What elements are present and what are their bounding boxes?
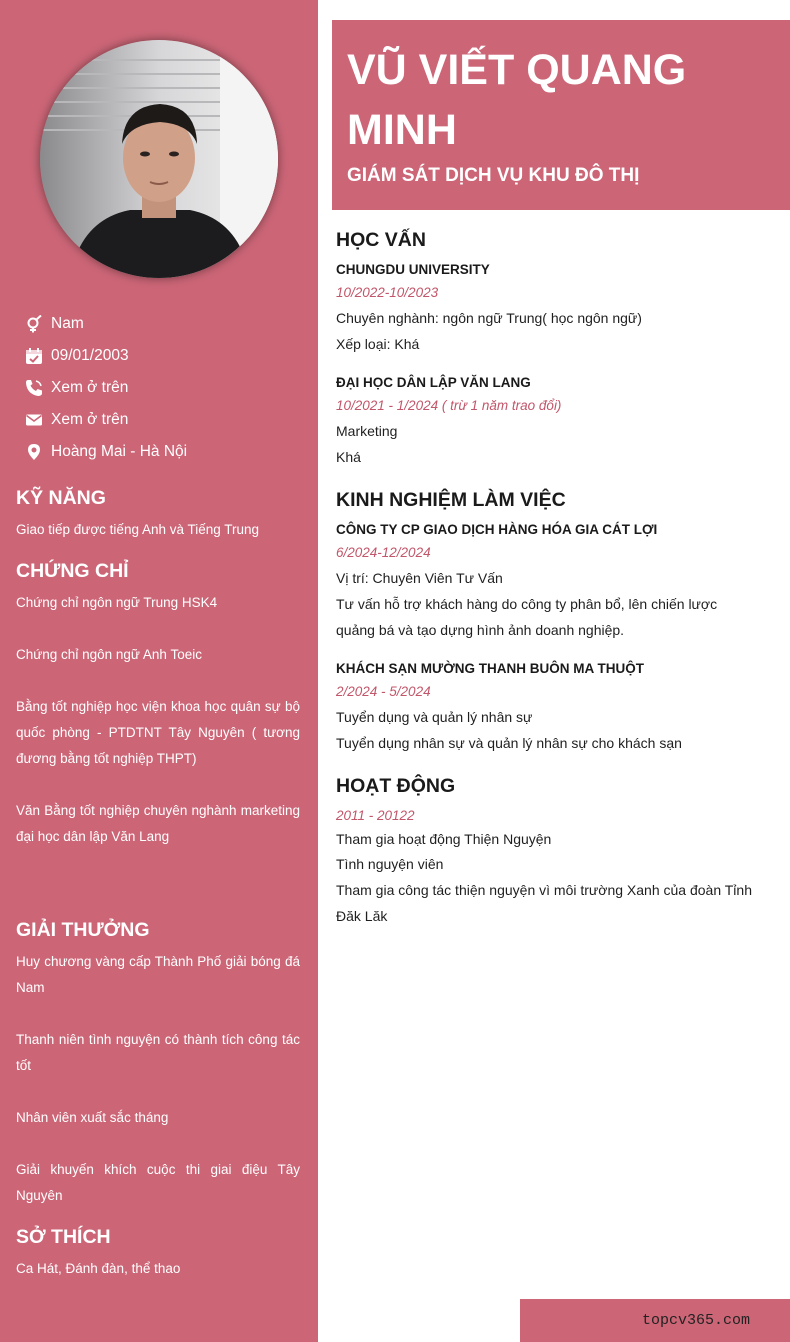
- hobbies-heading: SỞ THÍCH: [16, 1226, 111, 1248]
- address-value: Hoàng Mai - Hà Nội: [51, 443, 188, 460]
- hobby-item: Ca Hát, Đánh đàn, thể thao: [16, 1261, 181, 1276]
- birthday-value: 09/01/2003: [51, 347, 129, 364]
- contact-info: [24, 308, 304, 468]
- phone-icon: [24, 378, 44, 398]
- watermark-banner: [520, 1299, 790, 1342]
- education-detail: Khá: [336, 449, 361, 465]
- activity-detail: Tham gia hoạt động Thiện Nguyện: [336, 831, 552, 847]
- school-name: CHUNGDU UNIVERSITY: [336, 262, 490, 277]
- contact-email: [24, 404, 304, 436]
- map-pin-icon: [24, 442, 44, 462]
- name-header: [332, 20, 790, 210]
- job-title: GIÁM SÁT DỊCH VỤ KHU ĐÔ THỊ: [347, 165, 640, 186]
- award-item: Thanh niên tình nguyện có thành tích công tác tốt: [16, 1032, 300, 1073]
- education-date: 10/2022-10/2023: [336, 285, 439, 300]
- experience-detail: Tư vấn hỗ trợ khách hàng do công ty phân bổ, lên chiến lược quảng bá và tạo dựng hình ảnh doanh nghiệp.: [336, 596, 718, 638]
- school-name: ĐẠI HỌC DÂN LẬP VĂN LANG: [336, 375, 531, 390]
- contact-birthday: [24, 340, 304, 372]
- contact-gender: [24, 308, 304, 340]
- certificate-item: Bằng tốt nghiệp học viện khoa học quân sự bộ quốc phòng - PTDTNT Tây Nguyên ( tương đương bằng tốt nghiệp THPT): [16, 699, 300, 766]
- activities-heading: HOẠT ĐỘNG: [336, 775, 456, 797]
- certificates-heading: CHỨNG CHỈ: [16, 560, 129, 582]
- award-item: Huy chương vàng cấp Thành Phố giải bóng đá Nam: [16, 954, 300, 995]
- skills-heading: KỸ NĂNG: [16, 487, 106, 509]
- education-date: 10/2021 - 1/2024 ( trừ 1 năm trao đổi): [336, 398, 562, 413]
- gender-icon: [24, 314, 44, 334]
- activity-detail: Tham gia công tác thiện nguyện vì môi trường Xanh của đoàn Tỉnh Đăk Lăk: [336, 882, 752, 924]
- award-item: Nhân viên xuất sắc tháng: [16, 1110, 169, 1125]
- experience-detail: Vị trí: Chuyên Viên Tư Vấn: [336, 570, 503, 586]
- full-name: VŨ VIẾT QUANG MINH: [347, 46, 687, 154]
- experience-date: 2/2024 - 5/2024: [336, 684, 431, 699]
- gender-value: Nam: [51, 315, 84, 332]
- avatar-image: [40, 40, 278, 278]
- profile-photo: [40, 40, 278, 278]
- company-name: KHÁCH SẠN MƯỜNG THANH BUÔN MA THUỘT: [336, 661, 644, 676]
- email-value: Xem ở trên: [51, 411, 129, 428]
- envelope-icon: [24, 410, 44, 430]
- experience-heading: KINH NGHIỆM LÀM VIỆC: [336, 489, 566, 511]
- company-name: CÔNG TY CP GIAO DỊCH HÀNG HÓA GIA CÁT LỢI: [336, 522, 658, 537]
- contact-phone: [24, 372, 304, 404]
- sidebar: [0, 0, 318, 1342]
- education-detail: Marketing: [336, 423, 398, 439]
- calendar-icon: [24, 346, 44, 366]
- award-item: Giải khuyến khích cuộc thi giai điệu Tây Nguyên: [16, 1162, 300, 1203]
- experience-detail: Tuyển dụng nhân sự và quản lý nhân sự cho khách sạn: [336, 735, 682, 751]
- phone-value: Xem ở trên: [51, 379, 129, 396]
- activity-detail: Tình nguyện viên: [336, 856, 444, 872]
- watermark-text: topcv365.com: [641, 1312, 750, 1329]
- education-detail: Xếp loại: Khá: [336, 336, 420, 352]
- certificate-item: Chứng chỉ ngôn ngữ Trung HSK4: [16, 595, 218, 610]
- contact-address: [24, 436, 304, 468]
- experience-detail: Tuyển dụng và quản lý nhân sự: [336, 709, 533, 725]
- education-heading: HỌC VẤN: [336, 229, 426, 251]
- awards-heading: GIẢI THƯỞNG: [16, 919, 150, 941]
- skill-item: Giao tiếp được tiếng Anh và Tiếng Trung: [16, 522, 260, 537]
- certificate-item: Chứng chỉ ngôn ngữ Anh Toeic: [16, 647, 202, 662]
- activity-date: 2011 - 20122: [336, 808, 415, 823]
- education-detail: Chuyên nghành: ngôn ngữ Trung( học ngôn ngữ): [336, 310, 642, 326]
- certificate-item: Văn Bằng tốt nghiệp chuyên nghành marketing đại học dân lập Văn Lang: [16, 803, 300, 844]
- experience-date: 6/2024-12/2024: [336, 545, 431, 560]
